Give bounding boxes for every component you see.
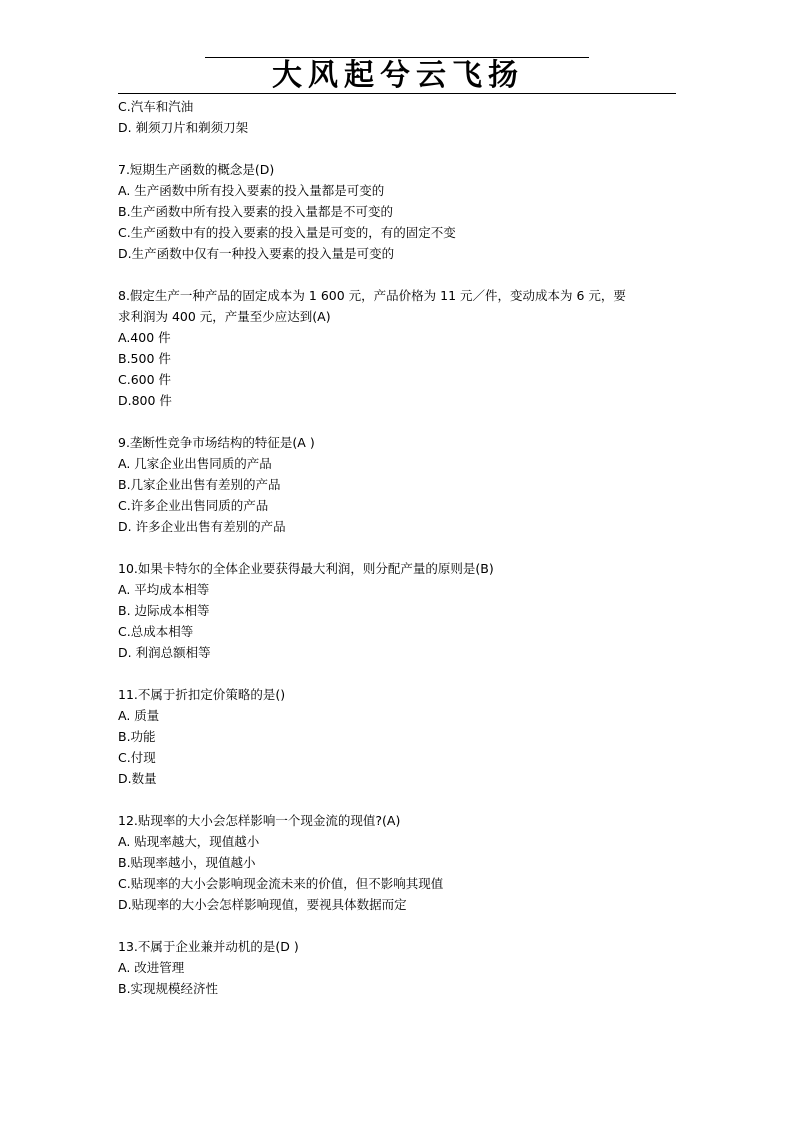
header-title: 大风起兮云飞扬	[272, 58, 524, 93]
option-line: C.600 件	[118, 372, 172, 387]
option-line: C.贴现率的大小会影响现金流未来的价值，但不影响其现值	[118, 876, 444, 891]
spacer	[118, 138, 678, 159]
option-line: A. 生产函数中所有投入要素的投入量都是可变的	[118, 183, 385, 198]
option-line: B.功能	[118, 729, 156, 744]
spacer	[118, 663, 678, 684]
question-line: 8.假定生产一种产品的固定成本为 1 600 元，产品价格为 11 元／件，变动成本为 6 元，要	[118, 288, 626, 303]
question-list	[118, 96, 678, 999]
spacer	[118, 264, 678, 285]
option-line: D. 剃须刀片和剃须刀架	[118, 120, 249, 135]
option-line: C.许多企业出售同质的产品	[118, 498, 269, 513]
option-line: B.几家企业出售有差别的产品	[118, 477, 281, 492]
question-line: 求利润为 400 元，产量至少应达到(A)	[118, 309, 331, 324]
option-line: B.实现规模经济性	[118, 981, 219, 996]
option-line: A. 贴现率越大，现值越小	[118, 834, 260, 849]
option-line: A.400 件	[118, 330, 171, 345]
option-line: B.500 件	[118, 351, 171, 366]
spacer	[118, 915, 678, 936]
option-line: D.800 件	[118, 393, 172, 408]
question-line: 13.不属于企业兼并动机的是(D )	[118, 939, 299, 954]
spacer	[118, 411, 678, 432]
option-line: C.总成本相等	[118, 624, 194, 639]
question-line: 10.如果卡特尔的全体企业要获得最大利润，则分配产量的原则是(B)	[118, 561, 494, 576]
question-line: 7.短期生产函数的概念是(D)	[118, 162, 275, 177]
spacer	[118, 537, 678, 558]
question-line: 12.贴现率的大小会怎样影响一个现金流的现值?(A)	[118, 813, 401, 828]
header-rule-bottom	[118, 93, 676, 94]
spacer	[118, 789, 678, 810]
option-line: A. 质量	[118, 708, 160, 723]
option-line: D.贴现率的大小会怎样影响现值，要视具体数据而定	[118, 897, 407, 912]
option-line: C.生产函数中有的投入要素的投入量是可变的，有的固定不变	[118, 225, 456, 240]
option-line: D. 许多企业出售有差别的产品	[118, 519, 286, 534]
question-line: 9.垄断性竞争市场结构的特征是(A )	[118, 435, 315, 450]
option-line: B.生产函数中所有投入要素的投入量都是不可变的	[118, 204, 394, 219]
option-line: B.贴现率越小，现值越小	[118, 855, 256, 870]
option-line: A. 改进管理	[118, 960, 185, 975]
option-line: D. 利润总额相等	[118, 645, 211, 660]
option-line: B. 边际成本相等	[118, 603, 210, 618]
option-line: C.付现	[118, 750, 156, 765]
option-line: D.生产函数中仅有一种投入要素的投入量是可变的	[118, 246, 395, 261]
option-line: A. 几家企业出售同质的产品	[118, 456, 272, 471]
option-line: A. 平均成本相等	[118, 582, 210, 597]
question-line: 11.不属于折扣定价策略的是()	[118, 687, 286, 702]
option-line: D.数量	[118, 771, 157, 786]
option-line: C.汽车和汽油	[118, 99, 194, 114]
